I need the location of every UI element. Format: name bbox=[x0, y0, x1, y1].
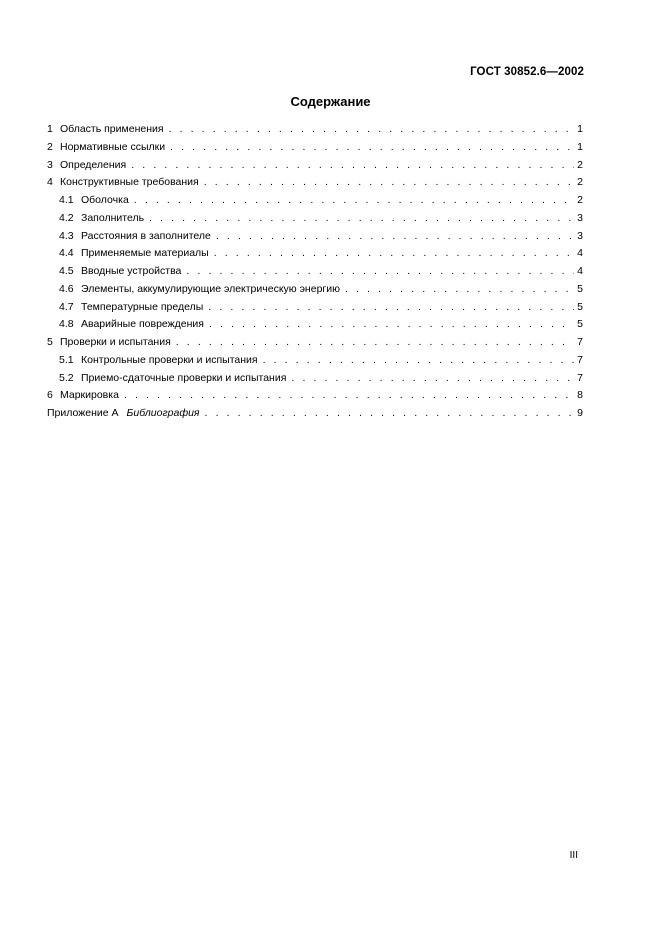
toc-entry-number: 4.6 bbox=[59, 282, 74, 295]
toc-entry-page: 1 bbox=[577, 123, 583, 135]
toc-entry-label: Расстояния в заполнителе bbox=[81, 229, 211, 242]
dot-leader bbox=[214, 245, 574, 263]
toc-entry-page: 8 bbox=[577, 389, 583, 402]
toc-entry-number: 5.1 bbox=[59, 353, 74, 366]
toc-entry-number: 4.4 bbox=[59, 247, 74, 260]
dot-leader bbox=[205, 405, 574, 423]
toc-entry-number: 2 bbox=[47, 140, 53, 153]
dot-leader bbox=[208, 299, 574, 317]
dot-leader bbox=[291, 370, 574, 388]
dot-leader bbox=[204, 174, 574, 192]
toc-entry-number: 6 bbox=[47, 389, 53, 402]
toc-entry-label: Нормативные ссылки bbox=[60, 140, 166, 153]
toc-entry-number: 4.1 bbox=[59, 194, 74, 206]
toc-entry-page: 3 bbox=[577, 211, 583, 224]
toc-entry-number: 5.2 bbox=[59, 371, 74, 384]
toc-subentry bbox=[47, 352, 583, 370]
toc-entry bbox=[47, 139, 583, 157]
document-code: ГОСТ 30852.6—2002 bbox=[470, 66, 584, 78]
dot-leader bbox=[134, 192, 574, 210]
toc-entry-number: 1 bbox=[47, 123, 53, 135]
toc-entry-label: Маркировка bbox=[60, 389, 119, 402]
toc-entry-page: 7 bbox=[577, 336, 583, 348]
toc-entry-label: Заполнитель bbox=[81, 211, 145, 224]
dot-leader bbox=[216, 228, 574, 246]
toc-subentry bbox=[47, 228, 583, 246]
toc-appendix-entry bbox=[47, 405, 583, 423]
toc-subentry bbox=[47, 299, 583, 317]
dot-leader bbox=[263, 352, 574, 370]
toc-entry-label: Температурные пределы bbox=[81, 300, 204, 313]
toc-entry-label: Оболочка bbox=[81, 194, 129, 206]
dot-leader bbox=[209, 316, 574, 334]
toc-entry-page: 4 bbox=[577, 265, 583, 277]
toc-entry bbox=[47, 387, 583, 405]
toc-entry-label: Конструктивные требования bbox=[60, 176, 199, 189]
toc-entry-number: 4 bbox=[47, 176, 53, 189]
dot-leader bbox=[149, 210, 574, 228]
toc-entry-page: 4 bbox=[577, 247, 583, 260]
toc-title: Содержание bbox=[290, 94, 371, 109]
toc-entry-page: 2 bbox=[577, 176, 583, 189]
appendix-prefix: Приложение А bbox=[47, 407, 119, 419]
appendix-title: Библиография bbox=[126, 407, 200, 419]
toc-entry bbox=[47, 157, 583, 175]
toc-entry-page: 9 bbox=[577, 407, 583, 419]
toc-subentry bbox=[47, 316, 583, 334]
toc-entry-number: 4.3 bbox=[59, 229, 74, 242]
toc-subentry bbox=[47, 192, 583, 210]
table-of-contents bbox=[47, 121, 583, 423]
dot-leader bbox=[345, 281, 574, 299]
toc-entry bbox=[47, 121, 583, 139]
toc-entry-label: Проверки и испытания bbox=[60, 336, 171, 348]
toc-entry-label: Контрольные проверки и испытания bbox=[81, 353, 258, 366]
toc-entry-page: 7 bbox=[577, 353, 583, 366]
toc-subentry bbox=[47, 263, 583, 281]
toc-entry-label: Приемо-сдаточные проверки и испытания bbox=[81, 371, 287, 384]
toc-entry-number: 3 bbox=[47, 158, 53, 171]
page-number: III bbox=[569, 850, 578, 861]
dot-leader bbox=[186, 263, 574, 281]
toc-entry-label: Область применения bbox=[60, 123, 164, 135]
toc-entry-label: Элементы, аккумулирующие электрическую энергию bbox=[81, 282, 340, 295]
toc-entry-page: 5 bbox=[577, 318, 583, 331]
toc-entry-page: 1 bbox=[577, 140, 583, 153]
toc-subentry bbox=[47, 245, 583, 263]
toc-entry-page: 5 bbox=[577, 300, 583, 313]
toc-entry-page: 5 bbox=[577, 282, 583, 295]
toc-entry-number: 4.8 bbox=[59, 318, 74, 331]
toc-entry-number: 4.5 bbox=[59, 265, 74, 277]
dot-leader bbox=[170, 139, 574, 157]
toc-entry-page: 7 bbox=[577, 371, 583, 384]
toc-entry-number: 4.7 bbox=[59, 300, 74, 313]
toc-entry bbox=[47, 174, 583, 192]
toc-entry-number: 5 bbox=[47, 336, 53, 348]
toc-entry-label: Вводные устройства bbox=[81, 265, 182, 277]
dot-leader bbox=[176, 334, 574, 352]
toc-subentry bbox=[47, 370, 583, 388]
toc-entry-page: 2 bbox=[577, 158, 583, 171]
toc-entry-page: 2 bbox=[577, 194, 583, 206]
toc-entry-label: Определения bbox=[60, 158, 127, 171]
dot-leader bbox=[124, 387, 574, 405]
toc-entry-label: Применяемые материалы bbox=[81, 247, 209, 260]
toc-entry-label: Аварийные повреждения bbox=[81, 318, 204, 331]
dot-leader bbox=[131, 157, 574, 175]
toc-entry-number: 4.2 bbox=[59, 211, 74, 224]
dot-leader bbox=[169, 121, 574, 139]
toc-subentry bbox=[47, 210, 583, 228]
toc-entry bbox=[47, 334, 583, 352]
toc-subentry bbox=[47, 281, 583, 299]
toc-entry-page: 3 bbox=[577, 229, 583, 242]
